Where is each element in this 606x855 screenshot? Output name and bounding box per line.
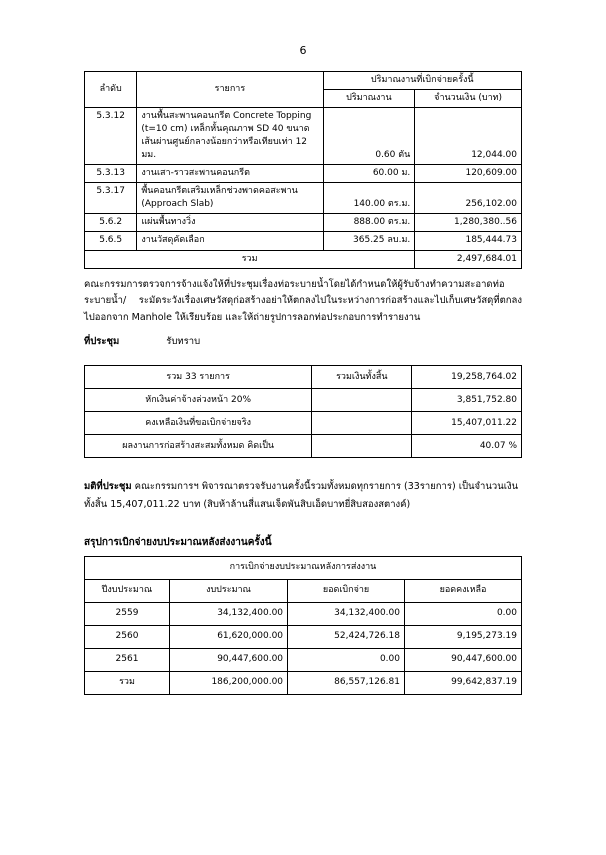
- summary-value: 3,851,752.80: [412, 389, 522, 412]
- header-group-current-payment: ปริมาณงานที่เบิกจ่ายครั้งนี้: [323, 72, 521, 90]
- row-fiscal-year: 2559: [85, 602, 170, 625]
- meeting-value: รับทราบ: [166, 336, 201, 348]
- table-row: [85, 389, 522, 412]
- summary-mid: [312, 389, 412, 412]
- header-fiscal-year: ปีงบประมาณ: [85, 579, 170, 602]
- row-no: 5.3.17: [85, 183, 137, 214]
- row-amount: 256,102.00: [415, 183, 522, 214]
- row-quantity: 365.25 ลบ.ม.: [323, 232, 415, 250]
- row-quantity: 140.00 ตร.ม.: [323, 183, 415, 214]
- table-row: [85, 165, 522, 183]
- header-quantity: ปริมาณงาน: [323, 90, 415, 108]
- row-amount: 12,044.00: [415, 108, 522, 165]
- meeting-label: ที่ประชุม: [84, 336, 120, 348]
- header-disbursed: ยอดเบิกจ่าย: [288, 579, 405, 602]
- row-fiscal-year: 2560: [85, 625, 170, 648]
- row-description: งานวัสดุคัดเลือก: [137, 232, 323, 250]
- table-header-row-2: [85, 579, 522, 602]
- summary-value: 15,407,011.22: [412, 412, 522, 435]
- header-remaining: ยอดคงเหลือ: [405, 579, 522, 602]
- row-disbursed: 34,132,400.00: [288, 602, 405, 625]
- summary-table: [84, 365, 522, 458]
- table-row: [85, 214, 522, 232]
- table-header-row: [85, 72, 522, 90]
- table-header-row: [85, 556, 522, 579]
- budget-table: [84, 556, 522, 695]
- table-total-row: [85, 250, 522, 268]
- row-quantity: 0.60 ตัน: [323, 108, 415, 165]
- row-description: พื้นคอนกรีตเสริมเหล็กช่วงพาดคอสะพาน (Approach Slab): [137, 183, 323, 214]
- row-amount: 120,609.00: [415, 165, 522, 183]
- items-table: [84, 71, 522, 269]
- row-no: 5.6.5: [85, 232, 137, 250]
- row-description: งานเสา-ราวสะพานคอนกรีต: [137, 165, 323, 183]
- row-no: 5.3.12: [85, 108, 137, 165]
- summary-label: คงเหลือเงินที่ขอเบิกจ่ายจริง: [85, 412, 312, 435]
- budget-group-header: การเบิกจ่ายงบประมาณหลังการส่งงาน: [85, 556, 522, 579]
- row-quantity: 60.00 ม.: [323, 165, 415, 183]
- row-fiscal-year: 2561: [85, 648, 170, 671]
- committee-paragraph: คณะกรรมการตรวจการจ้างแจ้งให้ที่ประชุมเรื่องท่อระบายน้ำโดยได้กำหนดให้ผู้รับจ้างทำความสะอาดท่อระบายน้ำ/ ระมัดระวังเรื่องเศษวัสดุก่อสร้างอย่าให้ตกลงไปในระหว่างการก่อสร้างและไปเก็บเศษวัสดุที่ตกลงไปออกจาก Manhole ให้เรียบร้อย และให้ถ่ายรูปการลอกท่อประกอบการทำรายงาน: [84, 278, 522, 323]
- row-disbursed: 86,557,126.81: [288, 671, 405, 694]
- table-row: [85, 366, 522, 389]
- table-row: [85, 625, 522, 648]
- summary-label: หักเงินค่าจ้างล่วงหน้า 20%: [85, 389, 312, 412]
- resolution-label: มติที่ประชุม: [84, 481, 132, 493]
- table-row: [85, 412, 522, 435]
- row-budget: 186,200,000.00: [169, 671, 287, 694]
- resolution-paragraph: [84, 478, 522, 514]
- summary-label: รวม 33 รายการ: [85, 366, 312, 389]
- row-remaining: 90,447,600.00: [405, 648, 522, 671]
- row-no: 5.3.13: [85, 165, 137, 183]
- table-row: [85, 183, 522, 214]
- row-budget: 34,132,400.00: [169, 602, 287, 625]
- summary-value: 40.07 %: [412, 435, 522, 458]
- summary-label: ผลงานการก่อสร้างสะสมทั้งหมด คิดเป็น: [85, 435, 312, 458]
- table-row: [85, 108, 522, 165]
- summary-mid: [312, 412, 412, 435]
- total-amount: 2,497,684.01: [415, 250, 522, 268]
- summary-mid: [312, 435, 412, 458]
- row-amount: 1,280,380..56: [415, 214, 522, 232]
- header-no: ลำดับ: [85, 72, 137, 108]
- page-number: 6: [299, 44, 307, 57]
- row-description: งานพื้นสะพานคอนกรีต Concrete Topping (t=10 cm) เหล็กหั้นคุณภาพ SD 40 ขนาดเส้นผ่านศูนย์กลางน้อยกว่าหรือเทียบเท่า 12 มม.: [137, 108, 323, 165]
- table-row: [85, 232, 522, 250]
- table-total-row: [85, 671, 522, 694]
- header-description: รายการ: [137, 72, 323, 108]
- header-budget: งบประมาณ: [169, 579, 287, 602]
- row-remaining: 99,642,837.19: [405, 671, 522, 694]
- table-row: [85, 648, 522, 671]
- meeting-acknowledgement: [84, 334, 522, 349]
- row-no: 5.6.2: [85, 214, 137, 232]
- table-row: [85, 602, 522, 625]
- summary-mid: รวมเงินทั้งสิ้น: [312, 366, 412, 389]
- table-row: [85, 435, 522, 458]
- row-fiscal-year: รวม: [85, 671, 170, 694]
- header-amount: จำนวนเงิน (บาท): [415, 90, 522, 108]
- row-quantity: 888.00 ตร.ม.: [323, 214, 415, 232]
- row-budget: 90,447,600.00: [169, 648, 287, 671]
- row-disbursed: 0.00: [288, 648, 405, 671]
- row-remaining: 0.00: [405, 602, 522, 625]
- total-label: รวม: [85, 250, 415, 268]
- row-disbursed: 52,424,726.18: [288, 625, 405, 648]
- summary-value: 19,258,764.02: [412, 366, 522, 389]
- row-remaining: 9,195,273.19: [405, 625, 522, 648]
- resolution-text: คณะกรรมการฯ พิจารณาตรวจรับงานครั้งนี้รวมทั้งหมดทุกรายการ (33รายการ) เป็นจำนวนเงินทั้งสิ้น 15,407,011.22 บาท (สิบห้าล้านสี่แสนเจ็ดพันสิบเอ็ดบาทยี่สิบสองสตางค์): [84, 481, 519, 511]
- row-amount: 185,444.73: [415, 232, 522, 250]
- row-budget: 61,620,000.00: [169, 625, 287, 648]
- budget-section-title: สรุปการเบิกจ่ายงบประมาณหลังส่งงานครั้งนี้: [84, 536, 272, 548]
- row-description: แผ่นพื้นทางวิ่ง: [137, 214, 323, 232]
